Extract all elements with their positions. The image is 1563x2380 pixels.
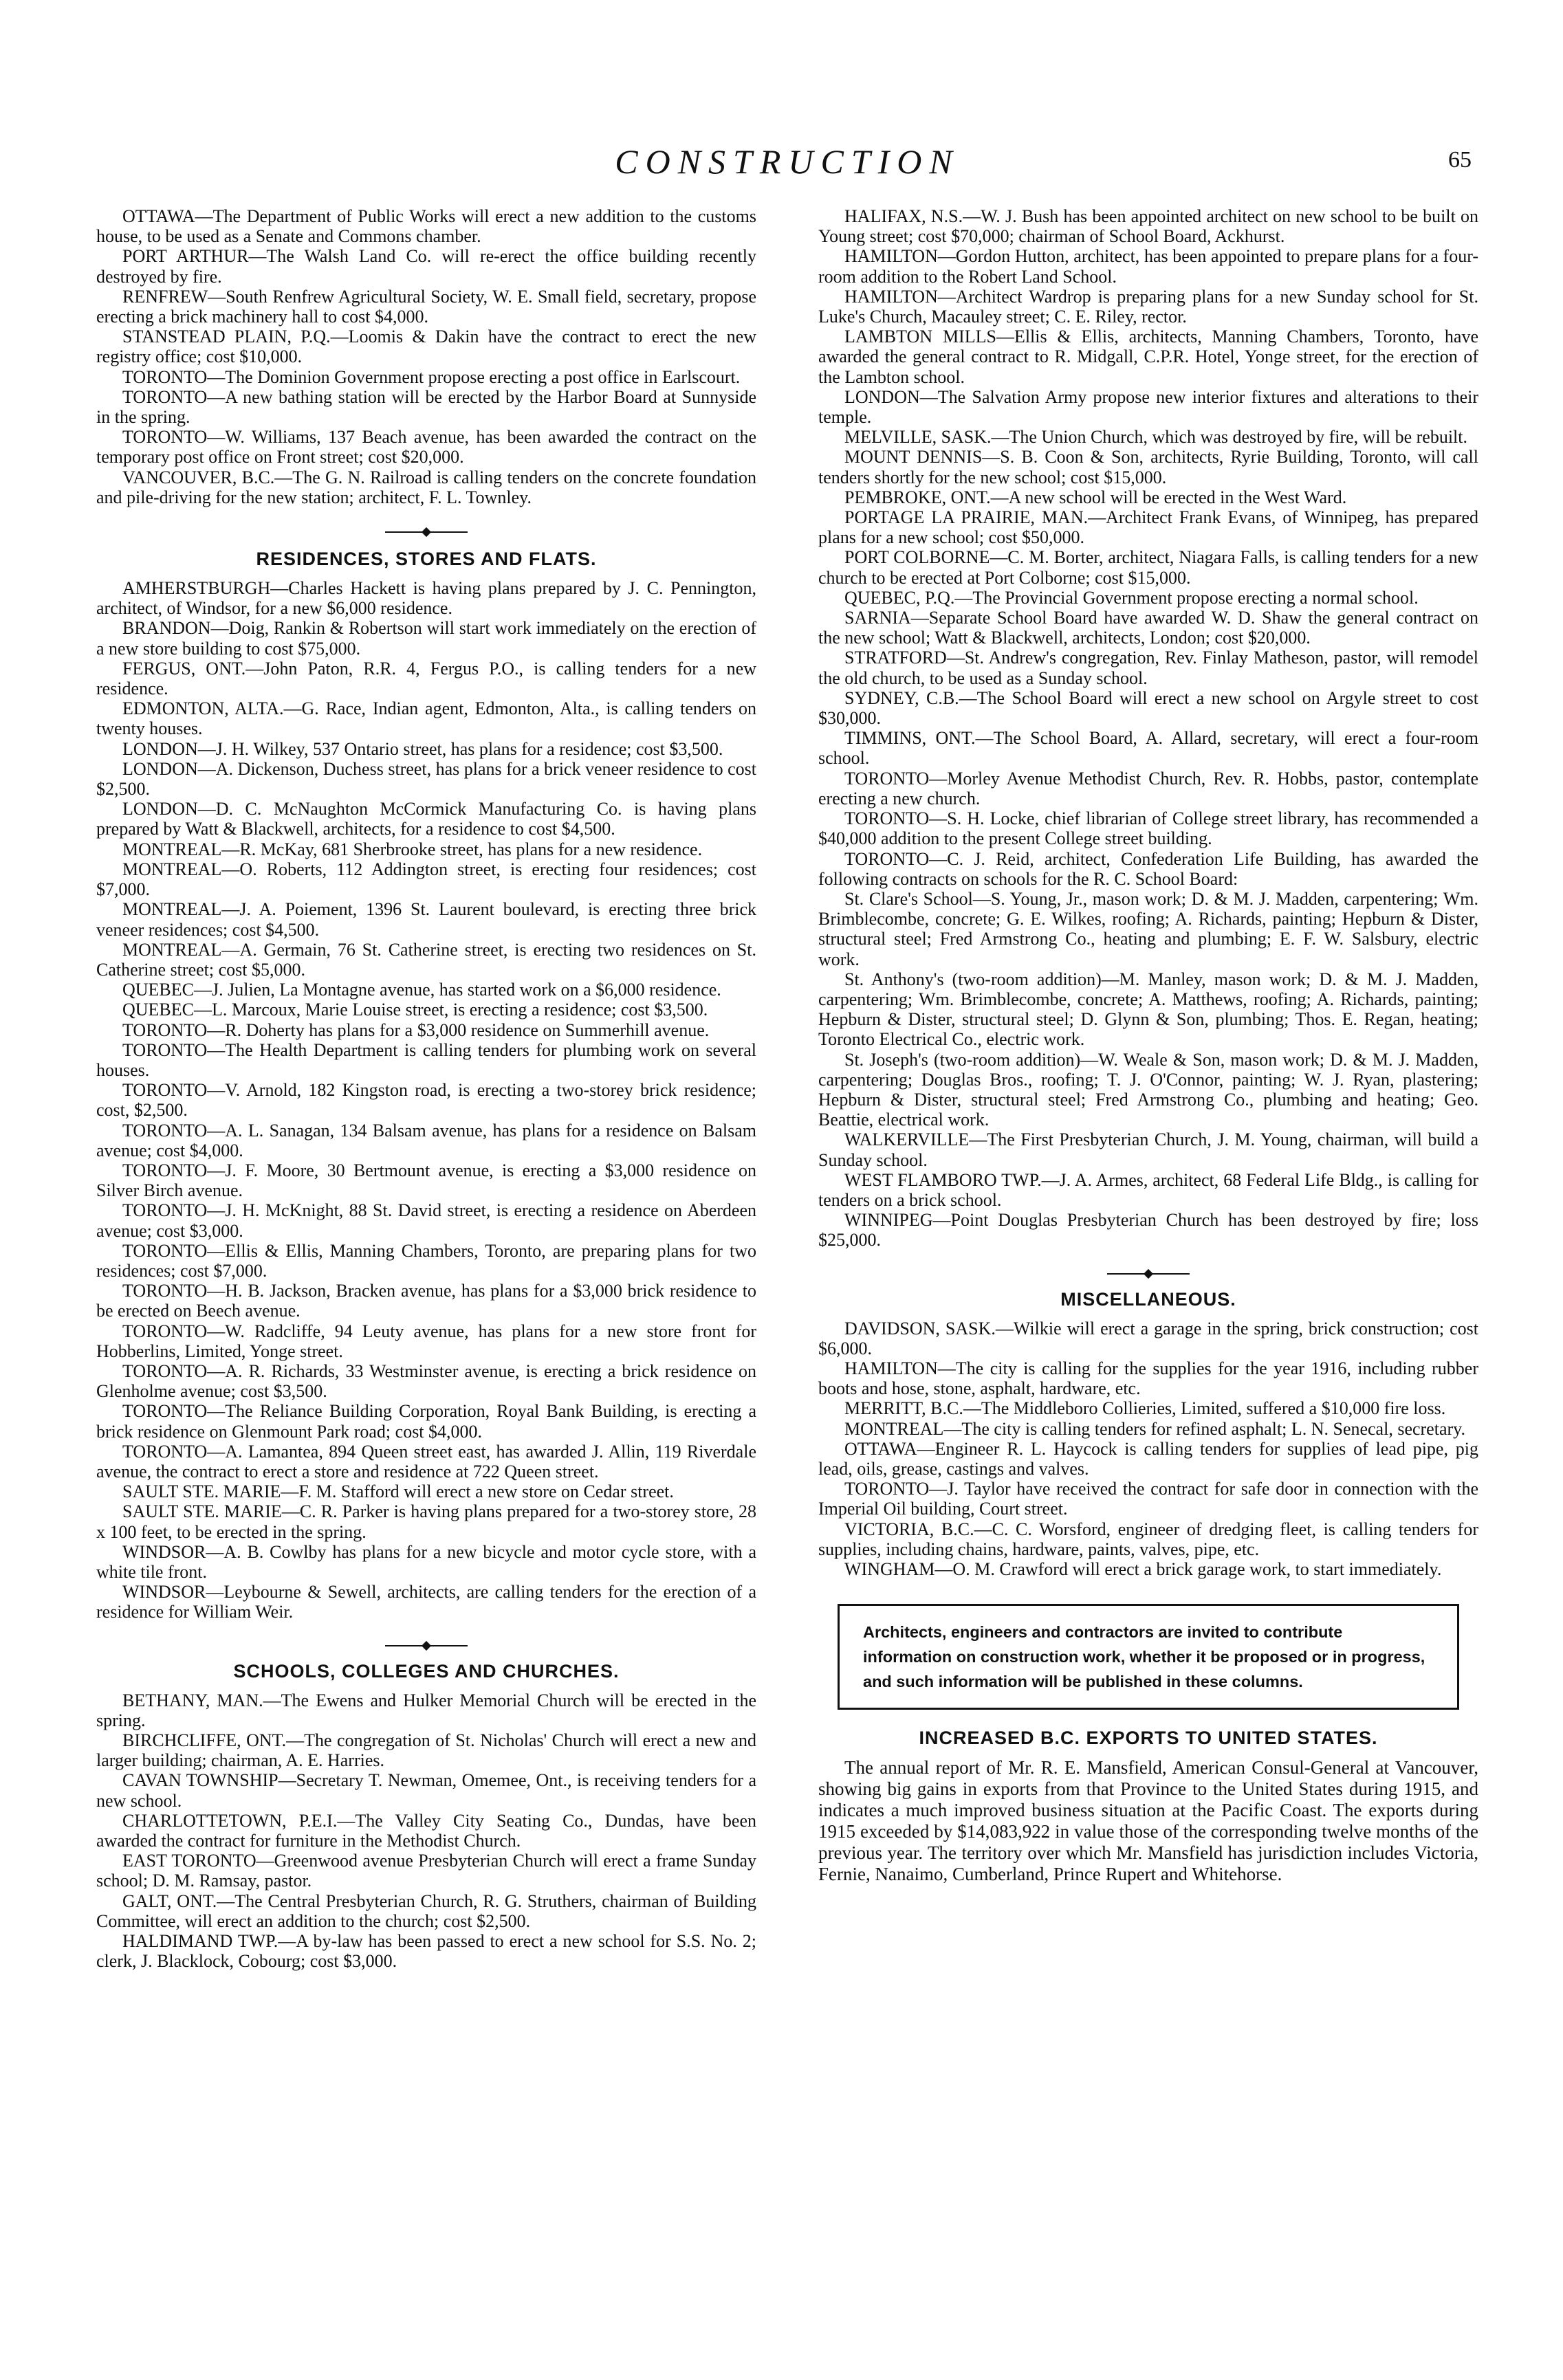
news-item: CAVAN TOWNSHIP—Secretary T. Newman, Omemee, Ont., is receiving tenders for a new school. xyxy=(96,1770,756,1811)
news-item: BRANDON—Doig, Rankin & Robertson will start work immediately on the erection of a new store building to cost $75,000. xyxy=(96,618,756,659)
right-column xyxy=(818,206,1478,1885)
section-divider xyxy=(96,1642,756,1650)
news-item: CHARLOTTETOWN, P.E.I.—The Valley City Seating Co., Dundas, have been awarded the contract for furniture in the Methodist Church. xyxy=(96,1810,756,1851)
news-item: HAMILTON—The city is calling for the supplies for the year 1916, including rubber boots and hose, stone, asphalt, hardware, etc. xyxy=(818,1358,1478,1399)
contributors-notice-box: Architects, engineers and contractors are invited to contribute information on construction work, whether it be proposed or in progress, and such information will be published in these columns. xyxy=(838,1604,1459,1710)
news-item: MOUNT DENNIS—S. B. Coon & Son, architects, Ryrie Building, Toronto, will call tenders shortly for the new school; cost $15,000. xyxy=(818,447,1478,487)
news-item: TORONTO—W. Radcliffe, 94 Leuty avenue, has plans for a new store front for Hobberlins, Limited, Yonge street. xyxy=(96,1321,756,1361)
news-item: HAMILTON—Architect Wardrop is preparing plans for a new Sunday school for St. Luke's Church, Macauley street; C. E. Riley, rector. xyxy=(818,286,1478,327)
news-item: TORONTO—S. H. Locke, chief librarian of College street library, has recommended a $40,000 addition to the present College street building. xyxy=(818,808,1478,849)
news-item: St. Clare's School—S. Young, Jr., mason work; D. & M. J. Madden, carpentering; Wm. Brimblecombe, concrete; G. E. Wilkes, roofing; A. Richards, painting; Hepburn & Dister, structural steel; Fred Armstrong Co., heating and plumbing; E. F. W. Salsbury, electric work. xyxy=(818,888,1478,969)
news-item: TIMMINS, ONT.—The School Board, A. Allard, secretary, will erect a four-room school. xyxy=(818,728,1478,769)
section-divider xyxy=(96,528,756,536)
news-item: LONDON—The Salvation Army propose new interior fixtures and alterations to their temple. xyxy=(818,386,1478,428)
public-works-list xyxy=(96,206,756,507)
divider-diamond-icon xyxy=(422,527,431,537)
news-item: TORONTO—A. L. Sanagan, 134 Balsam avenue, has plans for a residence on Balsam avenue; cost $4,000. xyxy=(96,1120,756,1160)
divider-diamond-icon xyxy=(422,1641,431,1651)
news-item: SARNIA—Separate School Board have awarded W. D. Shaw the general contract on the new school; Watt & Blackwell, architects, London; cost $20,000. xyxy=(818,608,1478,648)
news-item: PORTAGE LA PRAIRIE, MAN.—Architect Frank Evans, of Winnipeg, has prepared plans for a new school; cost $50,000. xyxy=(818,507,1478,548)
news-item: SAULT STE. MARIE—F. M. Stafford will erect a new store on Cedar street. xyxy=(122,1481,674,1502)
news-item: St. Anthony's (two-room addition)—M. Manley, mason work; D. & M. J. Madden, carpentering; Wm. Brimblecombe, concrete; A. Matthews, roofing; A. Richards, painting; Hepburn & Dister, structural steel; D. Glynn & Son, plumbing; Thos. E. Regan, heating; Toronto Electrical Co., electric work. xyxy=(818,969,1478,1050)
news-item: DAVIDSON, SASK.—Wilkie will erect a garage in the spring, brick construction; cost $6,000. xyxy=(818,1318,1478,1358)
page-number: 65 xyxy=(1448,147,1472,173)
residences-heading: RESIDENCES, STORES AND FLATS. xyxy=(256,549,597,570)
news-item: MERRITT, B.C.—The Middleboro Collieries, Limited, suffered a $10,000 fire loss. xyxy=(844,1398,1446,1419)
news-item: TORONTO—The Dominion Government propose erecting a post office in Earlscourt. xyxy=(122,366,741,387)
news-item: VICTORIA, B.C.—C. C. Worsford, engineer of dredging fleet, is calling tenders for supplies, including chains, hardware, paints, valves, pipe, etc. xyxy=(818,1519,1478,1559)
news-item: LONDON—A. Dickenson, Duchess street, has plans for a brick veneer residence to cost $2,500. xyxy=(96,758,756,800)
news-item: MELVILLE, SASK.—The Union Church, which was destroyed by fire, will be rebuilt. xyxy=(844,427,1468,448)
news-item: MONTREAL—R. McKay, 681 Sherbrooke street, has plans for a new residence. xyxy=(122,839,703,859)
miscellaneous-list xyxy=(818,1319,1478,1580)
news-item: TORONTO—Morley Avenue Methodist Church, Rev. R. Hobbs, pastor, contemplate erecting a new church. xyxy=(818,768,1478,808)
news-item: WINDSOR—A. B. Cowlby has plans for a new bicycle and motor cycle store, with a white tile front. xyxy=(96,1541,756,1582)
news-item: HALIFAX, N.S.—W. J. Bush has been appointed architect on new school to be built on Young street; cost $70,000; chairman of School Board, Ackhurst. xyxy=(818,206,1478,247)
section-divider xyxy=(818,1270,1478,1278)
news-item: TORONTO—A new bathing station will be erected by the Harbor Board at Sunnyside in the spring. xyxy=(96,386,756,428)
miscellaneous-heading: MISCELLANEOUS. xyxy=(1060,1288,1236,1310)
news-item: EDMONTON, ALTA.—G. Race, Indian agent, Edmonton, Alta., is calling tenders on twenty houses. xyxy=(96,698,756,739)
page-header xyxy=(103,137,1472,192)
news-item: MONTREAL—The city is calling tenders for refined asphalt; L. N. Senecal, secretary. xyxy=(844,1418,1465,1439)
schools-heading: SCHOOLS, COLLEGES AND CHURCHES. xyxy=(233,1660,620,1682)
news-item: HAMILTON—Gordon Hutton, architect, has been appointed to prepare plans for a four-room addition to the Robert Land School. xyxy=(818,246,1478,287)
news-item: TORONTO—The Health Department is calling tenders for plumbing work on several houses. xyxy=(96,1039,756,1080)
exports-article: The annual report of Mr. R. E. Mansfield, American Consul-General at Vancouver, showing big gains in exports from that Province to the United States during 1915, and indicates a much improved business situation at the Pacific Coast. The exports during 1915 exceeded by $14,083,922 in value those of the corresponding twelve months of the previous year. The territory over which Mr. Mansfield has jurisdiction includes Victoria, Fernie, Nanaimo, Cumberland, Prince Rupert and Whitehorse. xyxy=(818,1757,1478,1885)
news-item: TORONTO—V. Arnold, 182 Kingston road, is erecting a two-storey brick residence; cost, $2,500. xyxy=(96,1080,756,1121)
news-item: TORONTO—Ellis & Ellis, Manning Chambers, Toronto, are preparing plans for two residences; cost $7,000. xyxy=(96,1240,756,1281)
news-item: WINDSOR—Leybourne & Sewell, architects, are calling tenders for the erection of a residence for William Weir. xyxy=(96,1582,756,1622)
schools-list xyxy=(96,1690,756,1972)
news-item: HALDIMAND TWP.—A by-law has been passed to erect a new school for S.S. No. 2; clerk, J. Blacklock, Cobourg; cost $3,000. xyxy=(96,1931,756,1972)
news-item: TORONTO—R. Doherty has plans for a $3,000 residence on Summerhill avenue. xyxy=(122,1020,710,1040)
news-item: RENFREW—South Renfrew Agricultural Society, W. E. Small field, secretary, propose erecting a brick machinery hall to cost $4,000. xyxy=(96,286,756,327)
news-item: St. Joseph's (two-room addition)—W. Weale & Son, mason work; D. & M. J. Madden, carpentering; Douglas Bros., roofing; T. J. O'Connor, painting; W. J. Ryan, plastering; Hepburn & Dister, structural steel; Fred Armstrong Co., plumbing and heating; Geo. Beattie, electrical work. xyxy=(818,1049,1478,1130)
news-item: WEST FLAMBORO TWP.—J. A. Armes, architect, 68 Federal Life Bldg., is calling for tenders on a brick school. xyxy=(818,1169,1478,1210)
news-item: PORT COLBORNE—C. M. Borter, architect, Niagara Falls, is calling tenders for a new church to be erected at Port Colborne; cost $15,000. xyxy=(818,547,1478,588)
news-item: LONDON—D. C. McNaughton McCormick Manufacturing Co. is having plans prepared by Watt & Blackwell, architects, for a residence to cost $4,500. xyxy=(96,799,756,839)
news-item: STANSTEAD PLAIN, P.Q.—Loomis & Dakin have the contract to erect the new registry office; cost $10,000. xyxy=(96,327,756,367)
news-item: MONTREAL—O. Roberts, 112 Addington street, is erecting four residences; cost $7,000. xyxy=(96,859,756,900)
news-item: LAMBTON MILLS—Ellis & Ellis, architects, Manning Chambers, Toronto, have awarded the general contract to R. Midgall, C.P.R. Hotel, Yonge street, for the erection of the Lambton school. xyxy=(818,327,1478,387)
news-item: GALT, ONT.—The Central Presbyterian Church, R. G. Struthers, chairman of Building Committee, will erect an addition to the church; cost $2,500. xyxy=(96,1891,756,1931)
news-item: EAST TORONTO—Greenwood avenue Presbyterian Church will erect a frame Sunday school; D. M. Ramsay, pastor. xyxy=(96,1851,756,1891)
news-item: AMHERSTBURGH—Charles Hackett is having plans prepared by J. C. Pennington, architect, of Windsor, for a new $6,000 residence. xyxy=(96,578,756,619)
news-item: STRATFORD—St. Andrew's congregation, Rev. Finlay Matheson, pastor, will remodel the old church, to be used as a Sunday school. xyxy=(818,648,1478,688)
running-title: CONSTRUCTION xyxy=(615,142,960,181)
news-item: TORONTO—C. J. Reid, architect, Confederation Life Building, has awarded the following contracts on schools for the R. C. School Board: xyxy=(818,848,1478,889)
news-item: TORONTO—J. Taylor have received the contract for safe door in connection with the Imperial Oil building, Court street. xyxy=(818,1479,1478,1519)
residences-list xyxy=(96,578,756,1622)
news-item: BIRCHCLIFFE, ONT.—The congregation of St. Nicholas' Church will erect a new and larger building; chairman, A. E. Harries. xyxy=(96,1730,756,1771)
news-item: MONTREAL—J. A. Poiement, 1396 St. Laurent boulevard, is erecting three brick veneer residences; cost $4,500. xyxy=(96,899,756,940)
news-item: WINGHAM—O. M. Crawford will erect a brick garage work, to start immediately. xyxy=(844,1559,1442,1579)
divider-diamond-icon xyxy=(1144,1268,1153,1278)
news-item: LONDON—J. H. Wilkey, 537 Ontario street, has plans for a residence; cost $3,500. xyxy=(122,738,723,759)
schools-continued-list xyxy=(818,206,1478,1250)
news-item: FERGUS, ONT.—John Paton, R.R. 4, Fergus P.O., is calling tenders for a new residence. xyxy=(96,658,756,699)
news-item: OTTAWA—The Department of Public Works will erect a new addition to the customs house, to be used as a Senate and Commons chamber. xyxy=(96,206,756,247)
news-item: VANCOUVER, B.C.—The G. N. Railroad is calling tenders on the concrete foundation and pile-driving for the new station; architect, F. L. Townley. xyxy=(96,467,756,507)
news-item: OTTAWA—Engineer R. L. Haycock is calling tenders for supplies of lead pipe, pig lead, oils, grease, castings and valves. xyxy=(818,1438,1478,1479)
news-item: BETHANY, MAN.—The Ewens and Hulker Memorial Church will be erected in the spring. xyxy=(96,1690,756,1730)
news-item: TORONTO—W. Williams, 137 Beach avenue, has been awarded the contract on the temporary post office on Front street; cost $20,000. xyxy=(96,427,756,467)
news-item: QUEBEC, P.Q.—The Provincial Government propose erecting a normal school. xyxy=(844,587,1419,608)
news-item: PEMBROKE, ONT.—A new school will be erected in the West Ward. xyxy=(844,487,1347,507)
news-item: QUEBEC—J. Julien, La Montagne avenue, has started work on a $6,000 residence. xyxy=(122,980,721,1000)
news-item: TORONTO—A. Lamantea, 894 Queen street east, has awarded J. Allin, 119 Riverdale avenue, the contract to erect a store and residence at 722 Queen street. xyxy=(96,1441,756,1481)
news-item: WALKERVILLE—The First Presbyterian Church, J. M. Young, chairman, will build a Sunday school. xyxy=(818,1130,1478,1170)
news-item: SYDNEY, C.B.—The School Board will erect a new school on Argyle street to cost $30,000. xyxy=(818,687,1478,729)
left-column xyxy=(96,206,756,1971)
news-item: TORONTO—J. H. McKnight, 88 St. David street, is erecting a residence on Aberdeen avenue; cost $3,000. xyxy=(96,1200,756,1241)
news-item: TORONTO—A. R. Richards, 33 Westminster avenue, is erecting a brick residence on Glenholme avenue; cost $3,500. xyxy=(96,1360,756,1402)
news-item: TORONTO—H. B. Jackson, Bracken avenue, has plans for a $3,000 brick residence to be erected on Beech avenue. xyxy=(96,1281,756,1321)
news-item: QUEBEC—L. Marcoux, Marie Louise street, is erecting a residence; cost $3,500. xyxy=(122,1000,708,1020)
news-item: SAULT STE. MARIE—C. R. Parker is having plans prepared for a two-storey store, 28 x 100 feet, to be erected in the spring. xyxy=(96,1501,756,1542)
news-item: TORONTO—The Reliance Building Corporation, Royal Bank Building, is erecting a brick residence on Glenmount Park road; cost $4,000. xyxy=(96,1401,756,1442)
news-item: MONTREAL—A. Germain, 76 St. Catherine street, is erecting two residences on St. Catherine street; cost $5,000. xyxy=(96,939,756,980)
news-item: WINNIPEG—Point Douglas Presbyterian Church has been destroyed by fire; loss $25,000. xyxy=(818,1210,1478,1250)
news-item: PORT ARTHUR—The Walsh Land Co. will re-erect the office building recently destroyed by fire. xyxy=(96,246,756,287)
exports-heading: INCREASED B.C. EXPORTS TO UNITED STATES. xyxy=(919,1728,1378,1749)
news-item: TORONTO—J. F. Moore, 30 Bertmount avenue, is erecting a $3,000 residence on Silver Birch avenue. xyxy=(96,1160,756,1201)
